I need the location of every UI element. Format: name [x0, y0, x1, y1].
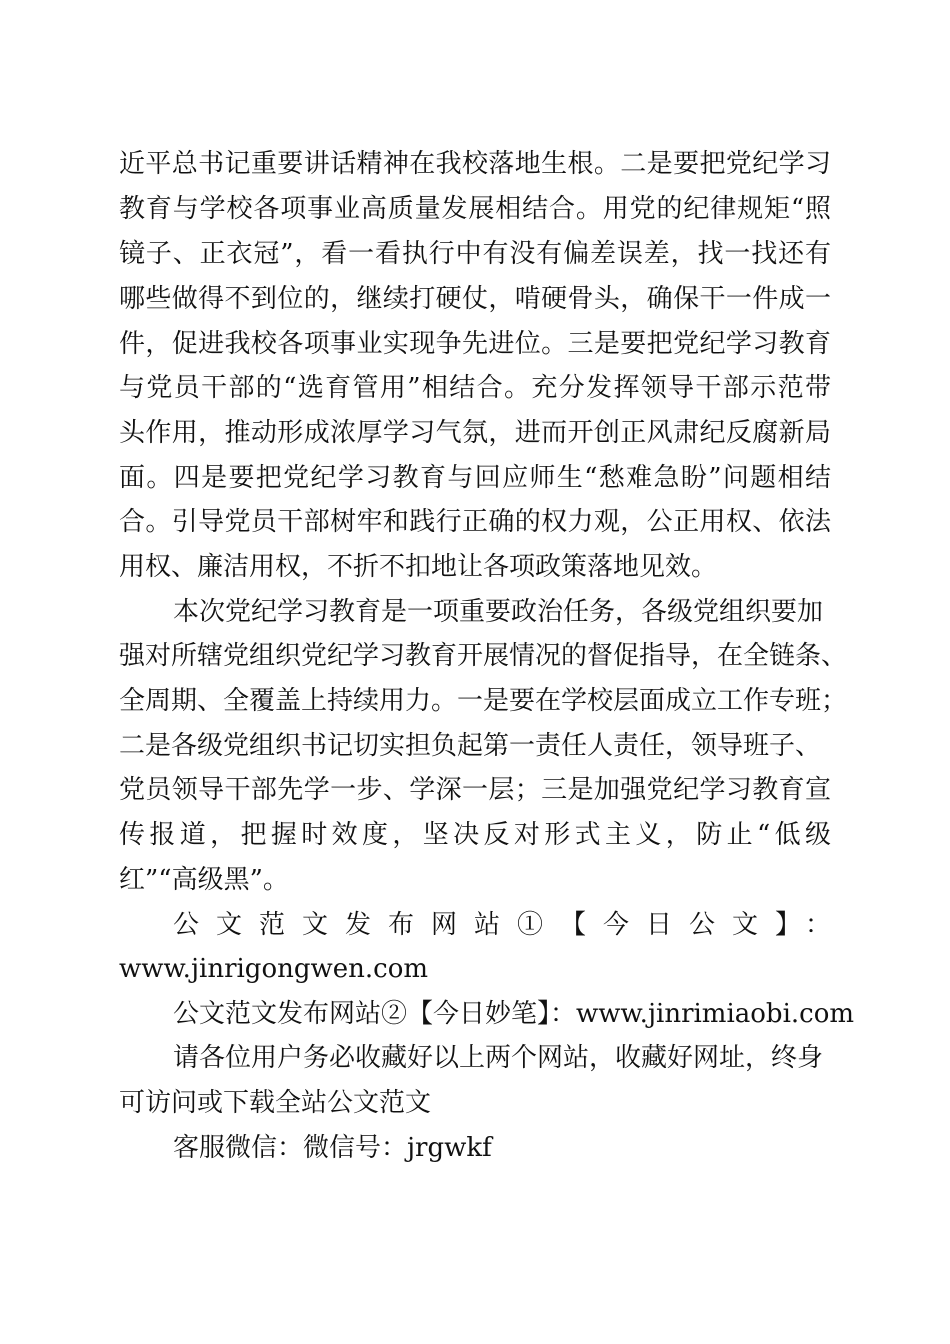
paragraph-line: 二是各级党组织书记切实担负起第一责任人责任，领导班子、	[119, 731, 822, 761]
notice-line: 请各位用户务必收藏好以上两个网站，收藏好网址，终身	[173, 1043, 824, 1073]
paragraph-line: 红”“高级黑”。	[119, 865, 289, 895]
paragraph-line: 面。四是要把党纪学习教育与回应师生“愁难急盼”问题相结	[119, 463, 831, 493]
paragraph-line: 强对所辖党组织党纪学习教育开展情况的督促指导，在全链条、	[119, 641, 848, 671]
customer-service-line: 客服微信：微信号：jrgwkf	[173, 1133, 492, 1163]
paragraph-line: 与党员干部的“选育管用”相结合。充分发挥领导干部示范带	[119, 373, 831, 403]
paragraph-line: 头作用，推动形成浓厚学习气氛，进而开创正风肃纪反腐新局	[119, 418, 831, 448]
paragraph-line: 传报道，把握时效度，坚决反对形式主义，防止“低级	[119, 820, 831, 850]
paragraph-line: 用权、廉洁用权，不折不扣地让各项政策落地见效。	[119, 552, 718, 582]
paragraph-line: 哪些做得不到位的，继续打硬仗，啃硬骨头，确保干一件成一	[119, 284, 831, 314]
notice-line: 可访问或下载全站公文范文	[119, 1088, 432, 1118]
paragraph-line: 本次党纪学习教育是一项重要政治任务，各级党组织要加	[173, 597, 824, 627]
paragraph-line: 件，促进我校各项事业实现争先进位。三是要把党纪学习教育	[119, 329, 831, 359]
site-1-label: 公文范文发布网站①【今日公文】：	[173, 910, 831, 940]
paragraph-line: 近平总书记重要讲话精神在我校落地生根。二是要把党纪学习	[119, 149, 831, 179]
site-1-url: www.jinrigongwen.com	[119, 954, 429, 984]
paragraph-line: 镜子、正衣冠”，看一看执行中有没有偏差误差，找一找还有	[119, 239, 831, 269]
paragraph-line: 教育与学校各项事业高质量发展相结合。用党的纪律规矩“照	[119, 194, 831, 224]
paragraph-line: 全周期、全覆盖上持续用力。一是要在学校层面成立工作专班；	[119, 686, 848, 716]
paragraph-line: 党员领导干部先学一步、学深一层；三是加强党纪学习教育宣	[119, 775, 831, 805]
paragraph-line: 合。引导党员干部树牢和践行正确的权力观，公正用权、依法	[119, 507, 831, 537]
site-2-line: 公文范文发布网站②【今日妙笔】：www.jinrimiaobi.com	[173, 999, 855, 1029]
